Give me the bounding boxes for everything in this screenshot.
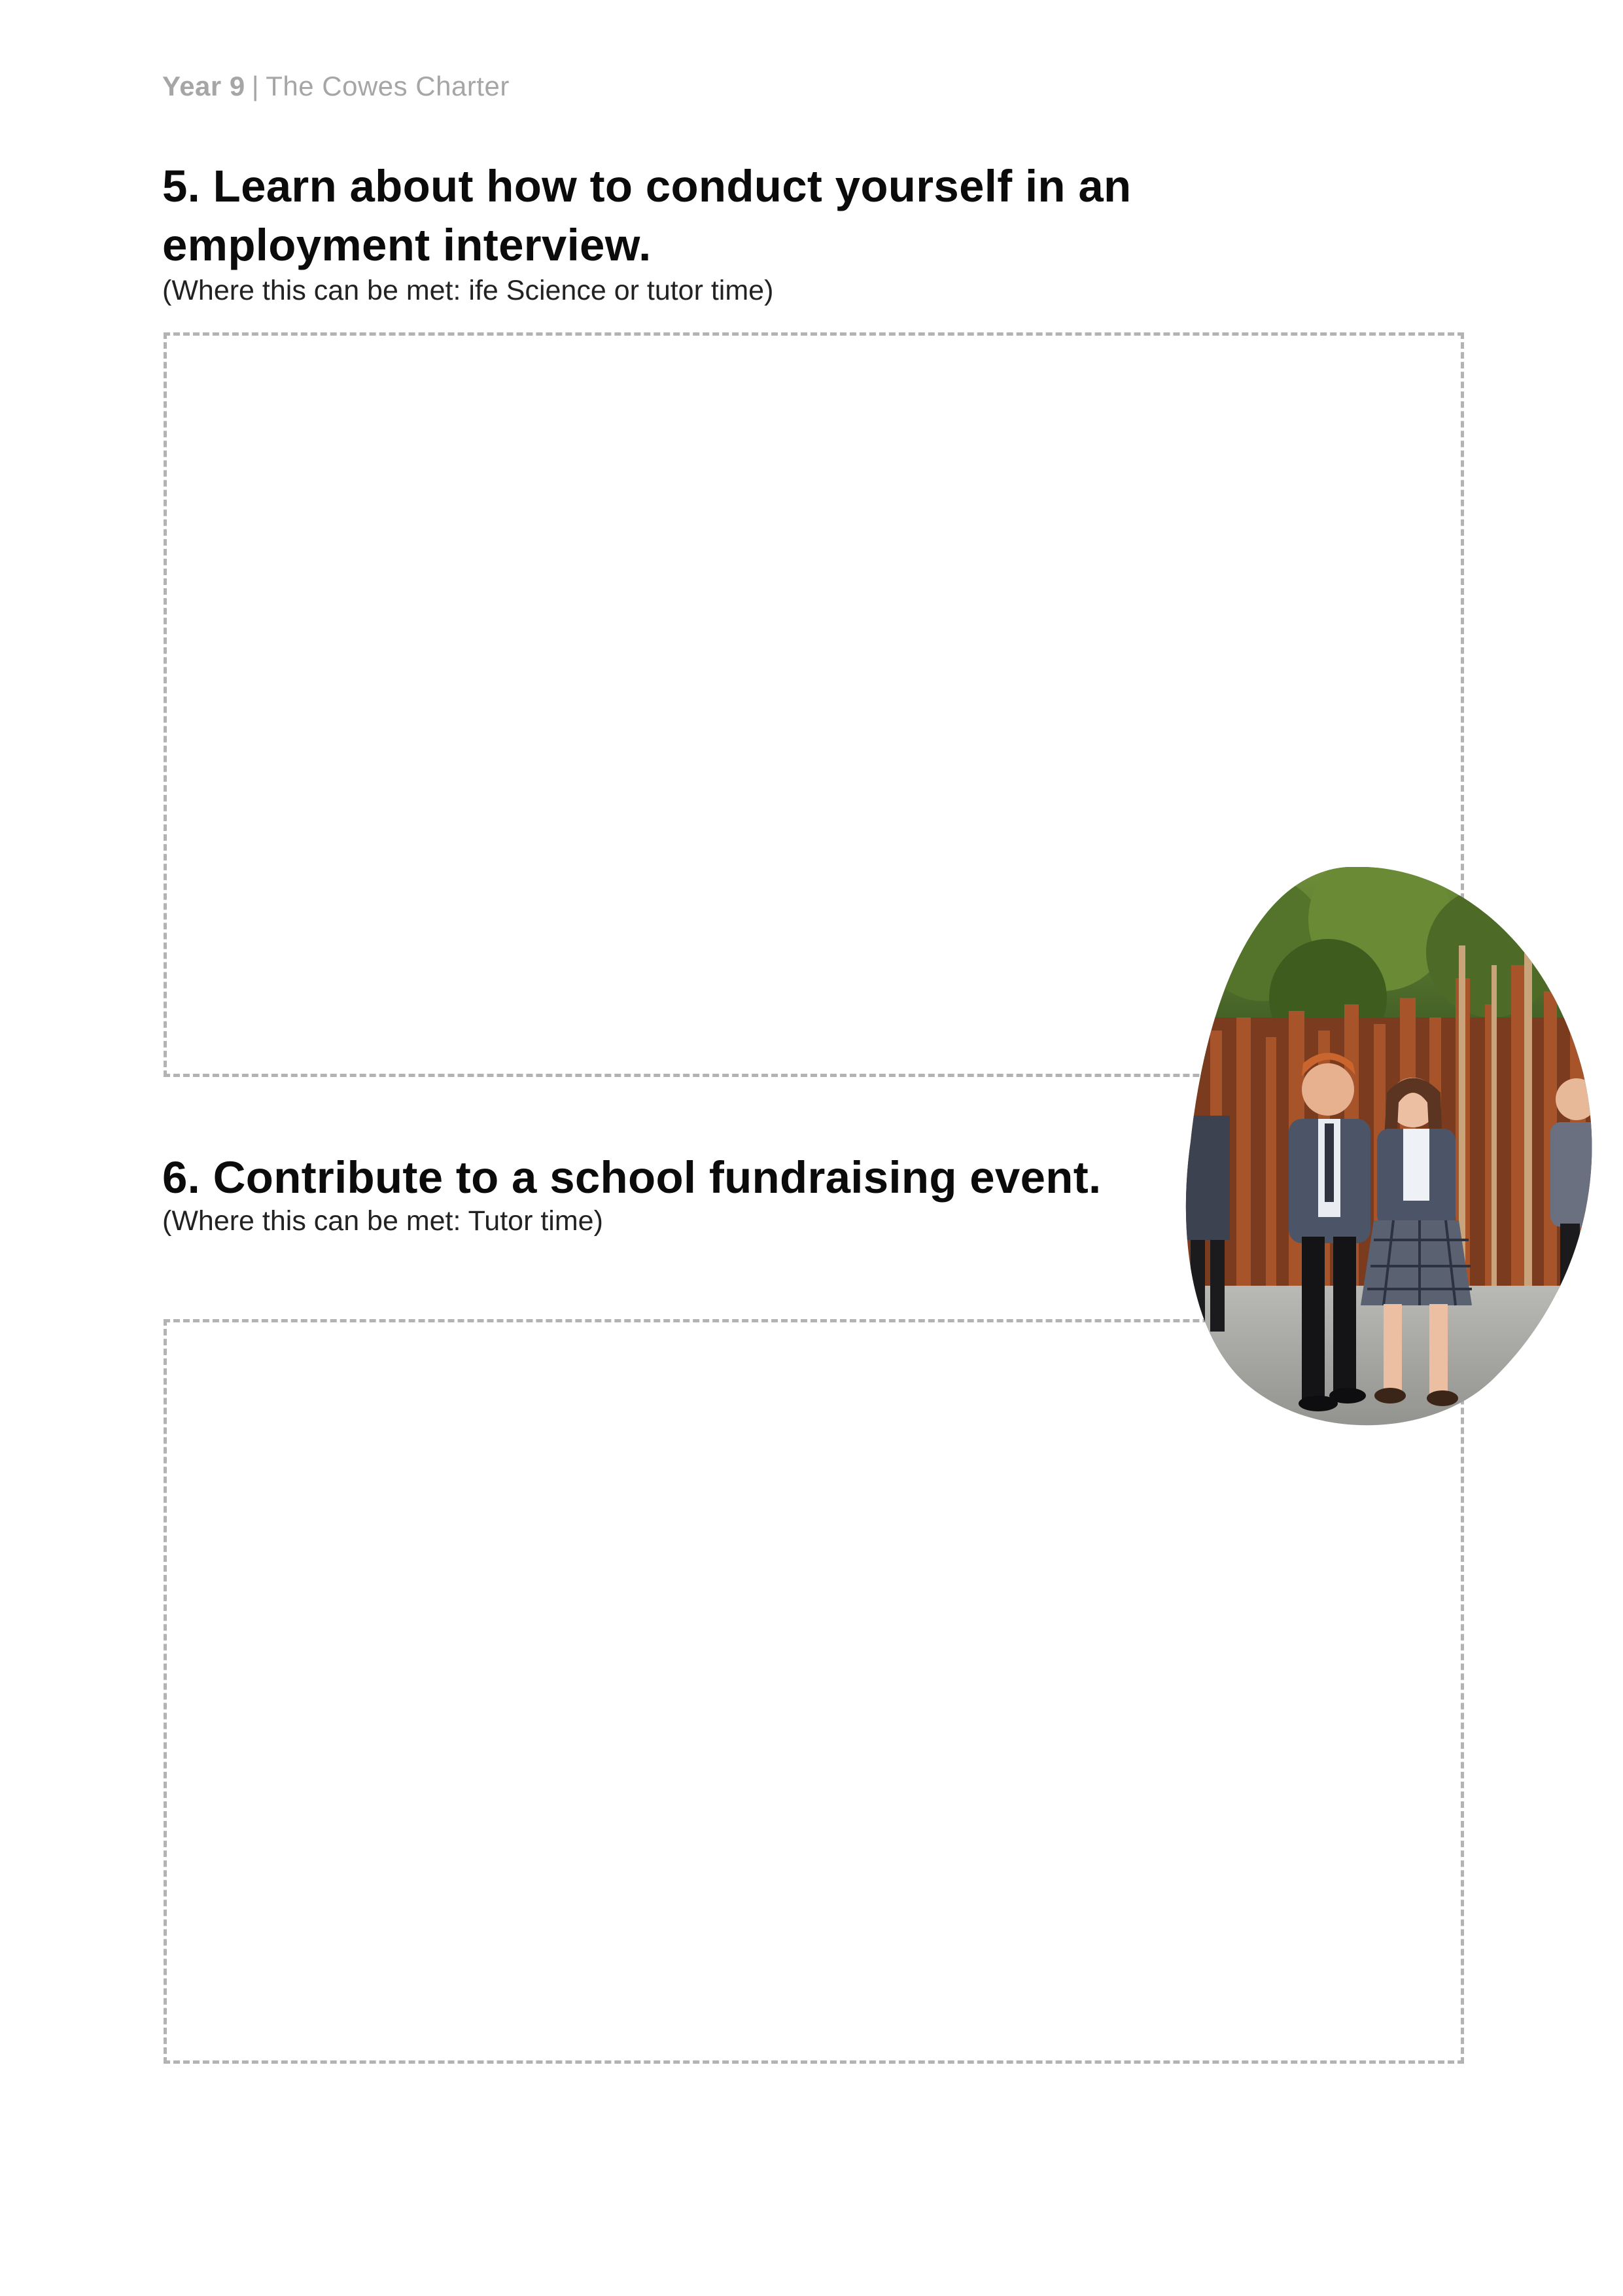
section-5-heading: 5. Learn about how to conduct yourself in an employment interview. — [162, 161, 1132, 270]
header-title: The Cowes Charter — [266, 71, 510, 101]
students-walking-photo — [1184, 867, 1596, 1434]
section-6-heading: 6. Contribute to a school fundraising event. — [162, 1152, 1102, 1203]
section-6-subtitle: (Where this can be met: Tutor time) — [162, 1205, 603, 1237]
section-5-subtitle: (Where this can be met: ife Science or tutor time) — [162, 275, 774, 306]
header-year: Year 9 — [162, 71, 245, 101]
header-separator: | — [251, 71, 260, 101]
page-header — [162, 71, 510, 102]
